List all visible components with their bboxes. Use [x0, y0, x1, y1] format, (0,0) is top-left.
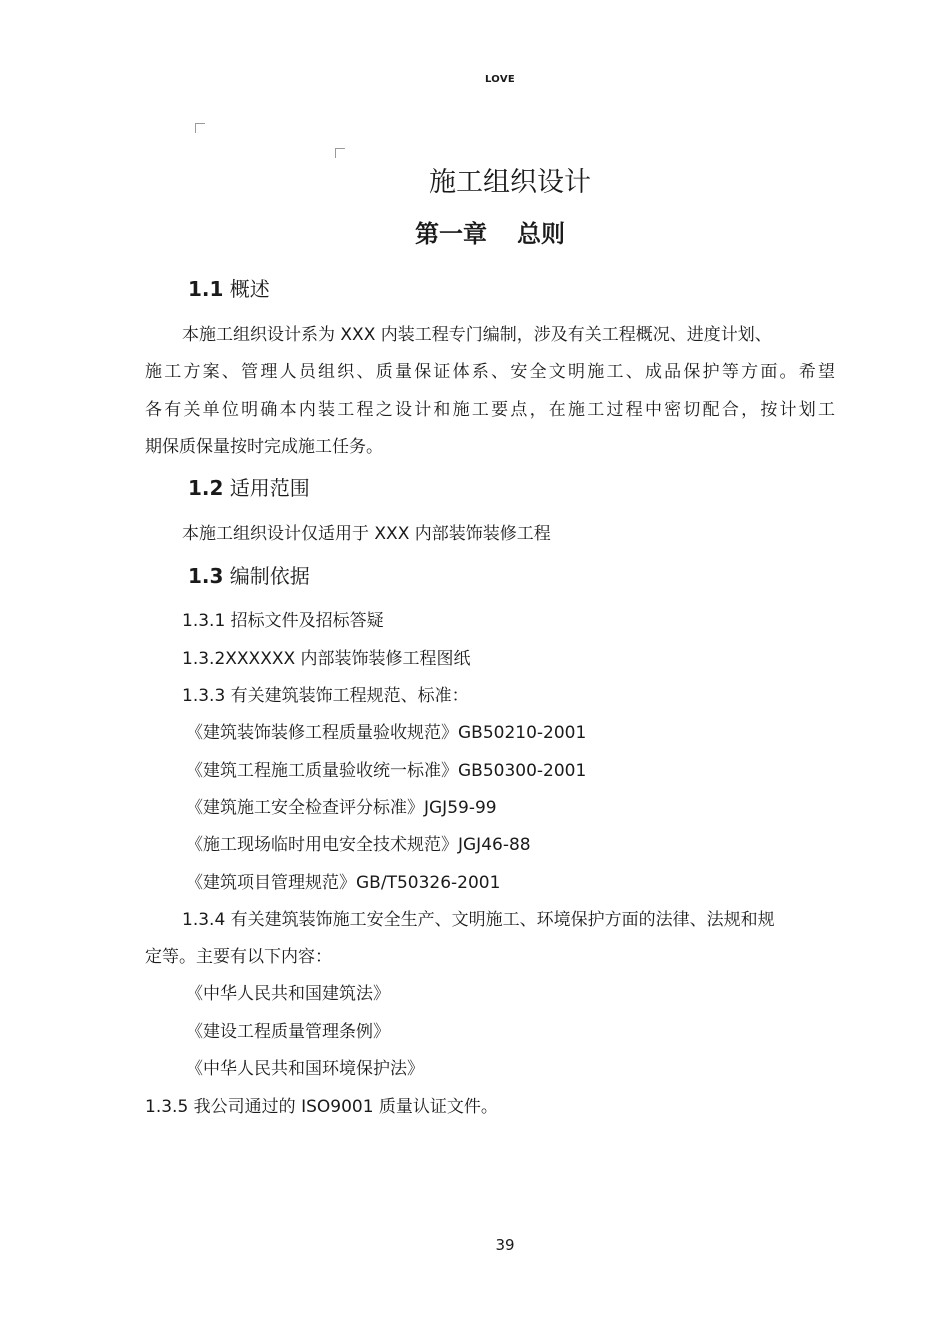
section-number: 1.2: [188, 476, 224, 500]
list-item: 1.3.5 我公司通过的 ISO9001 质量认证文件。: [145, 1097, 498, 1117]
paragraph-line: 本施工组织设计系为 XXX 内装工程专门编制，涉及有关工程概况、进度计划、: [182, 325, 772, 345]
list-item: 1.3.1 招标文件及招标答疑: [182, 611, 384, 631]
paragraph-line: 期保质保量按时完成施工任务。: [145, 437, 383, 457]
paragraph-line: 各有关单位明确本内装工程之设计和施工要点，在施工过程中密切配合，按计划工: [145, 400, 835, 420]
law-reference: 《中华人民共和国环境保护法》: [186, 1059, 424, 1079]
chapter-label: 第一章: [415, 220, 487, 248]
document-title: 施工组织设计: [429, 167, 591, 198]
text-boundary-mark: [335, 148, 345, 158]
list-item: 1.3.2XXXXXX 内部装饰装修工程图纸: [182, 649, 471, 669]
page-header: LOVE: [484, 74, 516, 85]
section-heading: [188, 560, 310, 589]
list-item: 1.3.4 有关建筑装饰施工安全生产、文明施工、环境保护方面的法律、法规和规: [182, 910, 775, 930]
standard-reference: 《建筑施工安全检查评分标准》JGJ59-99: [186, 798, 497, 818]
standard-reference: 《建筑项目管理规范》GB/T50326-2001: [186, 873, 501, 893]
law-reference: 《中华人民共和国建筑法》: [186, 984, 390, 1004]
section-title: 适用范围: [229, 476, 310, 500]
chapter-name: 总则: [517, 220, 565, 248]
section-title: 编制依据: [229, 564, 310, 588]
section-number: 1.3: [188, 564, 224, 588]
list-item: 1.3.3 有关建筑装饰工程规范、标准：: [182, 686, 469, 706]
law-reference: 《建设工程质量管理条例》: [186, 1022, 390, 1042]
standard-reference: 《施工现场临时用电安全技术规范》JGJ46-88: [186, 835, 531, 855]
standard-reference: 《建筑装饰装修工程质量验收规范》GB50210-2001: [186, 723, 587, 743]
standard-reference: 《建筑工程施工质量验收统一标准》GB50300-2001: [186, 761, 587, 781]
section-title: 概述: [229, 277, 270, 301]
page-number: 39: [495, 1236, 515, 1254]
section-number: 1.1: [188, 277, 224, 301]
chapter-heading: [0, 214, 950, 249]
list-item-continuation: 定等。主要有以下内容：: [145, 947, 332, 967]
paragraph-line: 本施工组织设计仅适用于 XXX 内部装饰装修工程: [182, 524, 551, 544]
section-heading: [188, 472, 310, 501]
section-heading: [188, 273, 270, 302]
text-boundary-mark: [195, 123, 205, 133]
paragraph-line: 施工方案、管理人员组织、质量保证体系、安全文明施工、成品保护等方面。希望: [145, 362, 835, 382]
